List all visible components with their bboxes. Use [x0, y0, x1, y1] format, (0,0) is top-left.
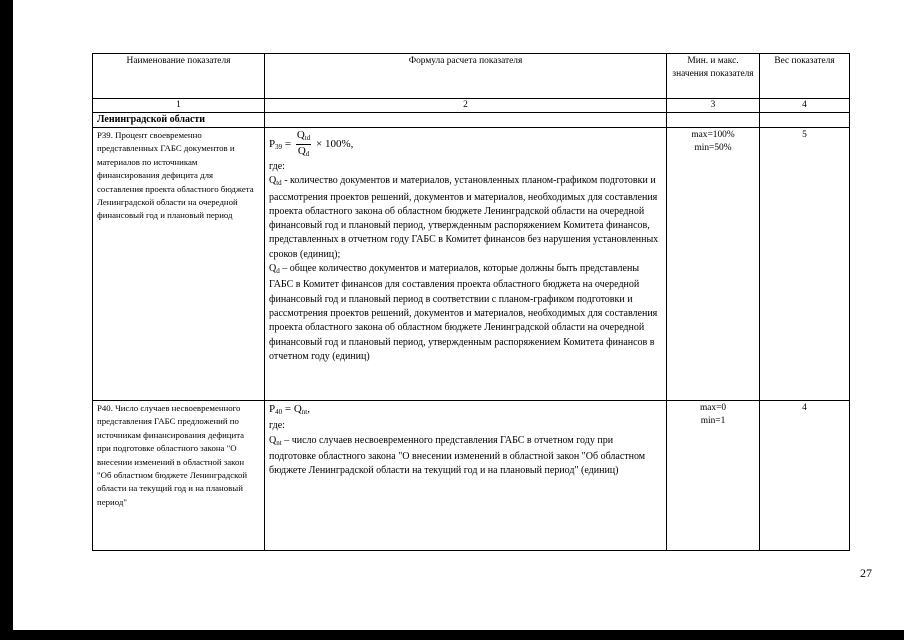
- col-number-2: 2: [265, 99, 667, 113]
- header-row: [93, 54, 850, 99]
- formula-where: где:: [269, 420, 285, 432]
- formula-where: где:: [269, 161, 285, 172]
- indicator-name: Р39. Процент своевременно представленных ГАБС документов и материалов по источникам финансирования дефицита для составления проекта областного бюджета Ленинградской области на очередной финансовый год и плановый период: [93, 128, 265, 401]
- section-title: Ленинградской области: [93, 113, 265, 128]
- col-number-4: 4: [760, 99, 850, 113]
- indicator-minmax: max=0 min=1: [667, 401, 760, 551]
- formula-fraction: $\frac{Q_{td}}{Q_d}$: [296, 129, 311, 158]
- header-name: Наименование показателя: [93, 54, 265, 99]
- col-number-1: 1: [93, 99, 265, 113]
- scan-left-edge: [0, 0, 13, 640]
- formula-expression: $P_{39}$ = $\frac{Q_{td}}{Q_d}$ × 100%,: [269, 129, 354, 158]
- indicator-weight: 4: [760, 401, 850, 551]
- col-number-3: 3: [667, 99, 760, 113]
- section-row: [93, 113, 850, 128]
- formula-expression: $P_{40} = Q_{nt}$,: [269, 403, 310, 416]
- table-row: [93, 401, 850, 551]
- column-number-row: [93, 99, 850, 113]
- indicator-minmax: max=100% min=50%: [667, 128, 760, 401]
- page-number: 27: [860, 566, 872, 580]
- header-minmax: Мин. и макс. значения показателя: [667, 54, 760, 99]
- indicators-table: [92, 53, 850, 551]
- header-weight: Вес показателя: [760, 54, 850, 99]
- table-row: [93, 128, 850, 401]
- indicator-weight: 5: [760, 128, 850, 401]
- formula-definition: $Q_d$ – общее количество документов и материалов, которые должны быть представлены ГАБС в Комитет финансов для составления проекта областного бюджета на очередной финансовый год и плановый период в соответствии с планом-графиком подготовки и рассмотрения проектов решений, документов и материалов, необходимых для составления проекта областного закона об областном бюджете Ленинградской области на очередной финансовый год и плановый период, утвержденным распоряжением Комитета финансов в отчетном году (единиц): [269, 263, 658, 362]
- indicator-formula: [265, 401, 667, 551]
- formula-definition: $Q_{td}$ - количество документов и материалов, установленных планом-графиком подготовки и рассмотрения проектов решений, документов и материалов, необходимых для составления проекта областного закона об областном бюджете Ленинградской области на очередной финансовый год и плановый период, утвержденным распоряжением Комитета финансов, представленных в отчетном году ГАБС в Комитет финансов без нарушения установленных сроков (единиц);: [269, 175, 659, 260]
- indicator-formula: [265, 128, 667, 401]
- scan-bottom-edge: [0, 630, 904, 640]
- header-formula: Формула расчета показателя: [265, 54, 667, 99]
- formula-definition: $Q_{nt}$ – число случаев несвоевременного представления ГАБС в отчетном году при подготовке областного закона "О внесении изменений в областной закон "Об областном бюджете Ленинградской области на текущий год и на плановый период" (единиц): [269, 434, 646, 477]
- indicator-name: Р40. Число случаев несвоевременного представления ГАБС предложений по источникам финансирования дефицита при подготовке областного закона "О внесении изменений в областной закон "Об областном бюджете Ленинградской области на текущий год и на плановый период": [93, 401, 265, 551]
